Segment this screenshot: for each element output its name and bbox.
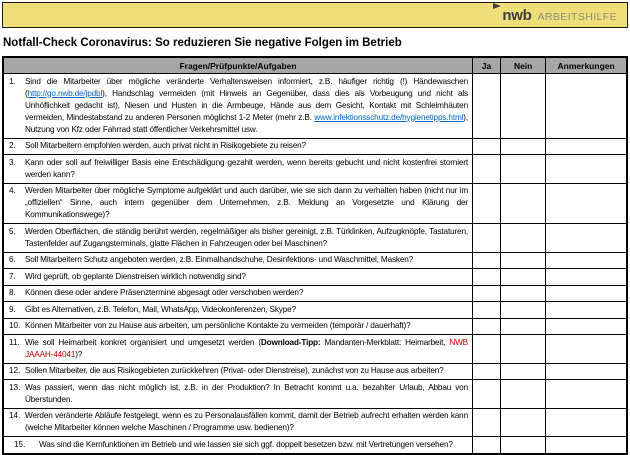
row-number: 14. bbox=[9, 411, 21, 420]
anmerkungen-cell[interactable] bbox=[546, 318, 627, 335]
nein-cell[interactable] bbox=[501, 269, 546, 286]
checklist-row bbox=[3, 335, 627, 364]
anmerkungen-cell[interactable] bbox=[546, 302, 627, 319]
question-text: Wird geprüft, ob geplante Dienstreisen wirklich notwendig sind? bbox=[25, 271, 246, 281]
row-number: 2. bbox=[9, 141, 16, 150]
checklist-row bbox=[3, 252, 627, 269]
nein-cell[interactable] bbox=[501, 408, 546, 437]
nwb-doc-id: NWB JAAAH-44041 bbox=[25, 337, 468, 359]
question-text: Was passiert, wenn das nicht möglich ist, z.B. in der Produktion? In Betracht kommt u.a. bezahlter Urlaub, Abbau von Überstunden. bbox=[25, 382, 468, 404]
question-text: Gibt es Alternativen, z.B. Telefon, Mail, WhatsApp, Videokonferenzen, Skype? bbox=[25, 304, 296, 314]
ja-cell[interactable] bbox=[473, 380, 501, 409]
download-tipp-label: Download-Tipp: bbox=[260, 337, 321, 347]
anmerkungen-cell[interactable] bbox=[546, 408, 627, 437]
question-text bbox=[25, 76, 468, 136]
checklist-row bbox=[3, 224, 627, 253]
checklist-row bbox=[3, 138, 627, 155]
anmerkungen-cell[interactable] bbox=[546, 74, 627, 139]
nein-cell[interactable] bbox=[501, 183, 546, 224]
row-number: 7. bbox=[9, 271, 16, 281]
question-text-part: Wie soll Heimarbeit konkret organisiert und umgesetzt werden ( bbox=[25, 337, 261, 347]
column-header-fragen: Fragen/Prüfpunkte/Aufgaben bbox=[3, 57, 473, 74]
question-text bbox=[25, 337, 468, 361]
checklist-row bbox=[3, 74, 627, 139]
question-text-part: Sind die Mitarbeiter über mögliche veränderte Verhaltensweisen informiert, z.B. häufiger richtig (!) Händewaschen ( bbox=[25, 76, 468, 98]
question-text-part: ), Handschlag vermeiden (mit Hinweis an Gegenüber, dass dies als Vorbeugung und nicht als Unhöflichkeit gedacht ist), Niesen und Husten in die Armbeuge, Hände aus dem Gesicht, Kontakt mit Schleimhäuten vermeiden, Mindestabstand zu anderen Personen möglichst 1-2 Meter (mehr z.B. bbox=[25, 88, 468, 122]
anmerkungen-cell[interactable] bbox=[546, 269, 627, 286]
row-number: 10. bbox=[9, 321, 21, 330]
column-header-ja: Ja bbox=[473, 57, 501, 74]
nein-cell[interactable] bbox=[501, 302, 546, 319]
ja-cell[interactable] bbox=[473, 408, 501, 437]
ja-cell[interactable] bbox=[473, 437, 501, 454]
ja-cell[interactable] bbox=[473, 285, 501, 302]
question-text-part: Mandanten-Merkblatt: Heimarbeit, bbox=[320, 337, 450, 347]
nein-cell[interactable] bbox=[501, 437, 546, 454]
row-number: 9. bbox=[9, 304, 16, 314]
checklist-row bbox=[3, 318, 627, 335]
anmerkungen-cell[interactable] bbox=[546, 335, 627, 364]
column-header-nein: Nein bbox=[501, 57, 546, 74]
link-go-nwb[interactable]: http://go.nwb.de/jpdbl bbox=[27, 88, 103, 98]
question-text: Sollen Mitarbeiter, die aus Risikogebieten zurückkehren (Privat- oder Dienstreise), zunächst von zu Hause aus arbeiten? bbox=[25, 366, 444, 375]
ja-cell[interactable] bbox=[473, 183, 501, 224]
anmerkungen-cell[interactable] bbox=[546, 363, 627, 380]
question-text: Können diese oder andere Präsenztermine abgesagt oder verschoben werden? bbox=[25, 288, 304, 297]
row-number: 1. bbox=[9, 76, 16, 86]
checklist-row bbox=[3, 408, 627, 437]
row-number: 13. bbox=[9, 382, 21, 392]
header-row bbox=[3, 57, 627, 74]
question-text: Können Mitarbeiter von zu Hause aus arbeiten, um persönliche Kontakte zu vermeiden (temporär / dauerhaft)? bbox=[25, 321, 411, 330]
row-number: 8. bbox=[9, 288, 16, 297]
nwb-logo bbox=[502, 7, 617, 24]
row-number: 15. bbox=[14, 439, 26, 449]
ja-cell[interactable] bbox=[473, 74, 501, 139]
anmerkungen-cell[interactable] bbox=[546, 224, 627, 253]
ja-cell[interactable] bbox=[473, 363, 501, 380]
link-infektionsschutz[interactable]: www.infektionsschutz.de/hygienetipps.html bbox=[314, 112, 464, 122]
nein-cell[interactable] bbox=[501, 74, 546, 139]
arbeitshilfe-banner bbox=[2, 2, 628, 28]
ja-cell[interactable] bbox=[473, 318, 501, 335]
nein-cell[interactable] bbox=[501, 363, 546, 380]
nein-cell[interactable] bbox=[501, 155, 546, 184]
question-text-part: ), Nutzung von Kfz oder Fahrrad statt öffentlicher Verkehrsmittel usw. bbox=[25, 112, 468, 134]
nein-cell[interactable] bbox=[501, 318, 546, 335]
nein-cell[interactable] bbox=[501, 335, 546, 364]
ja-cell[interactable] bbox=[473, 269, 501, 286]
checklist-row bbox=[3, 302, 627, 319]
anmerkungen-cell[interactable] bbox=[546, 252, 627, 269]
arbeitshilfe-label: ARBEITSHILFE bbox=[537, 10, 617, 23]
checklist-row bbox=[3, 285, 627, 302]
question-text: Soll Mitarbeitern empfohlen werden, auch privat nicht in Risikogebiete zu reisen? bbox=[25, 141, 306, 150]
ja-cell[interactable] bbox=[473, 302, 501, 319]
ja-cell[interactable] bbox=[473, 224, 501, 253]
checklist-row bbox=[3, 269, 627, 286]
nwb-brand-text: nwb bbox=[502, 6, 532, 24]
checklist-row bbox=[3, 363, 627, 380]
row-number: 4. bbox=[9, 186, 16, 195]
question-text: Was sind die Kernfunktionen im Betrieb und wie lassen sie sich ggf. doppelt besetzen bzw. mit Vertretungen versehen? bbox=[39, 439, 453, 449]
question-text: Werden Oberflächen, die ständig berührt werden, regelmäßiger als bisher gereinigt, z.B. Türklinken, Aufzugknöpfe, Tastaturen, Tastenfelder auf Zugangsterminals, glatte Flächen in Fahrzeugen oder bei Maschinen? bbox=[25, 226, 468, 248]
page-title: Notfall-Check Coronavirus: So reduzieren Sie negative Folgen im Betrieb bbox=[3, 37, 402, 49]
checklist-row bbox=[3, 155, 627, 184]
row-number: 5. bbox=[9, 226, 16, 236]
checklist-row bbox=[3, 183, 627, 224]
nein-cell[interactable] bbox=[501, 224, 546, 253]
ja-cell[interactable] bbox=[473, 252, 501, 269]
nein-cell[interactable] bbox=[501, 138, 546, 155]
question-text: Werden Mitarbeiter über mögliche Symptome aufgeklärt und auch darüber, wie sie sich dann zu verhalten haben (nicht nur im „offiziellen“ Sinne, auch intern gegenüber dem Unternehmen, z.B. Meldung an Vorgesetzte und Klärung der Kommunikationswege)? bbox=[25, 186, 468, 219]
anmerkungen-cell[interactable] bbox=[546, 155, 627, 184]
question-text: Werden veränderte Abläufe festgelegt, wenn es zu Personalausfällen kommt, damit der Betrieb aufrecht erhalten werden kann (welche Mitarbeiter können welche Maschinen / Programme usw. bedienen)? bbox=[25, 411, 468, 432]
row-number: 12. bbox=[9, 366, 21, 375]
checklist-row bbox=[3, 380, 627, 409]
row-number: 6. bbox=[9, 255, 16, 264]
nwb-flag-icon bbox=[493, 3, 501, 9]
checklist-table bbox=[2, 56, 628, 455]
nein-cell[interactable] bbox=[501, 285, 546, 302]
row-number: 3. bbox=[9, 157, 16, 167]
nein-cell[interactable] bbox=[501, 380, 546, 409]
nein-cell[interactable] bbox=[501, 252, 546, 269]
question-text-part: )? bbox=[75, 349, 83, 359]
anmerkungen-cell[interactable] bbox=[546, 138, 627, 155]
question-text: Kann oder soll auf freiwilliger Basis eine Entschädigung gezahlt werden, wenn bereits gebucht und nicht kostenfrei storniert werden kann? bbox=[25, 157, 468, 179]
question-text: Soll Mitarbeitern Schutz angeboten werden, z.B. Einmalhandschuhe, Desinfektions- und Waschmittel, Masken? bbox=[25, 255, 414, 264]
ja-cell[interactable] bbox=[473, 155, 501, 184]
anmerkungen-cell[interactable] bbox=[546, 437, 627, 454]
checklist-row bbox=[3, 437, 627, 454]
row-number: 11. bbox=[9, 337, 20, 347]
column-header-anmerkungen: Anmerkungen bbox=[546, 57, 627, 74]
anmerkungen-cell[interactable] bbox=[546, 380, 627, 409]
ja-cell[interactable] bbox=[473, 335, 501, 364]
anmerkungen-cell[interactable] bbox=[546, 285, 627, 302]
ja-cell[interactable] bbox=[473, 138, 501, 155]
anmerkungen-cell[interactable] bbox=[546, 183, 627, 224]
